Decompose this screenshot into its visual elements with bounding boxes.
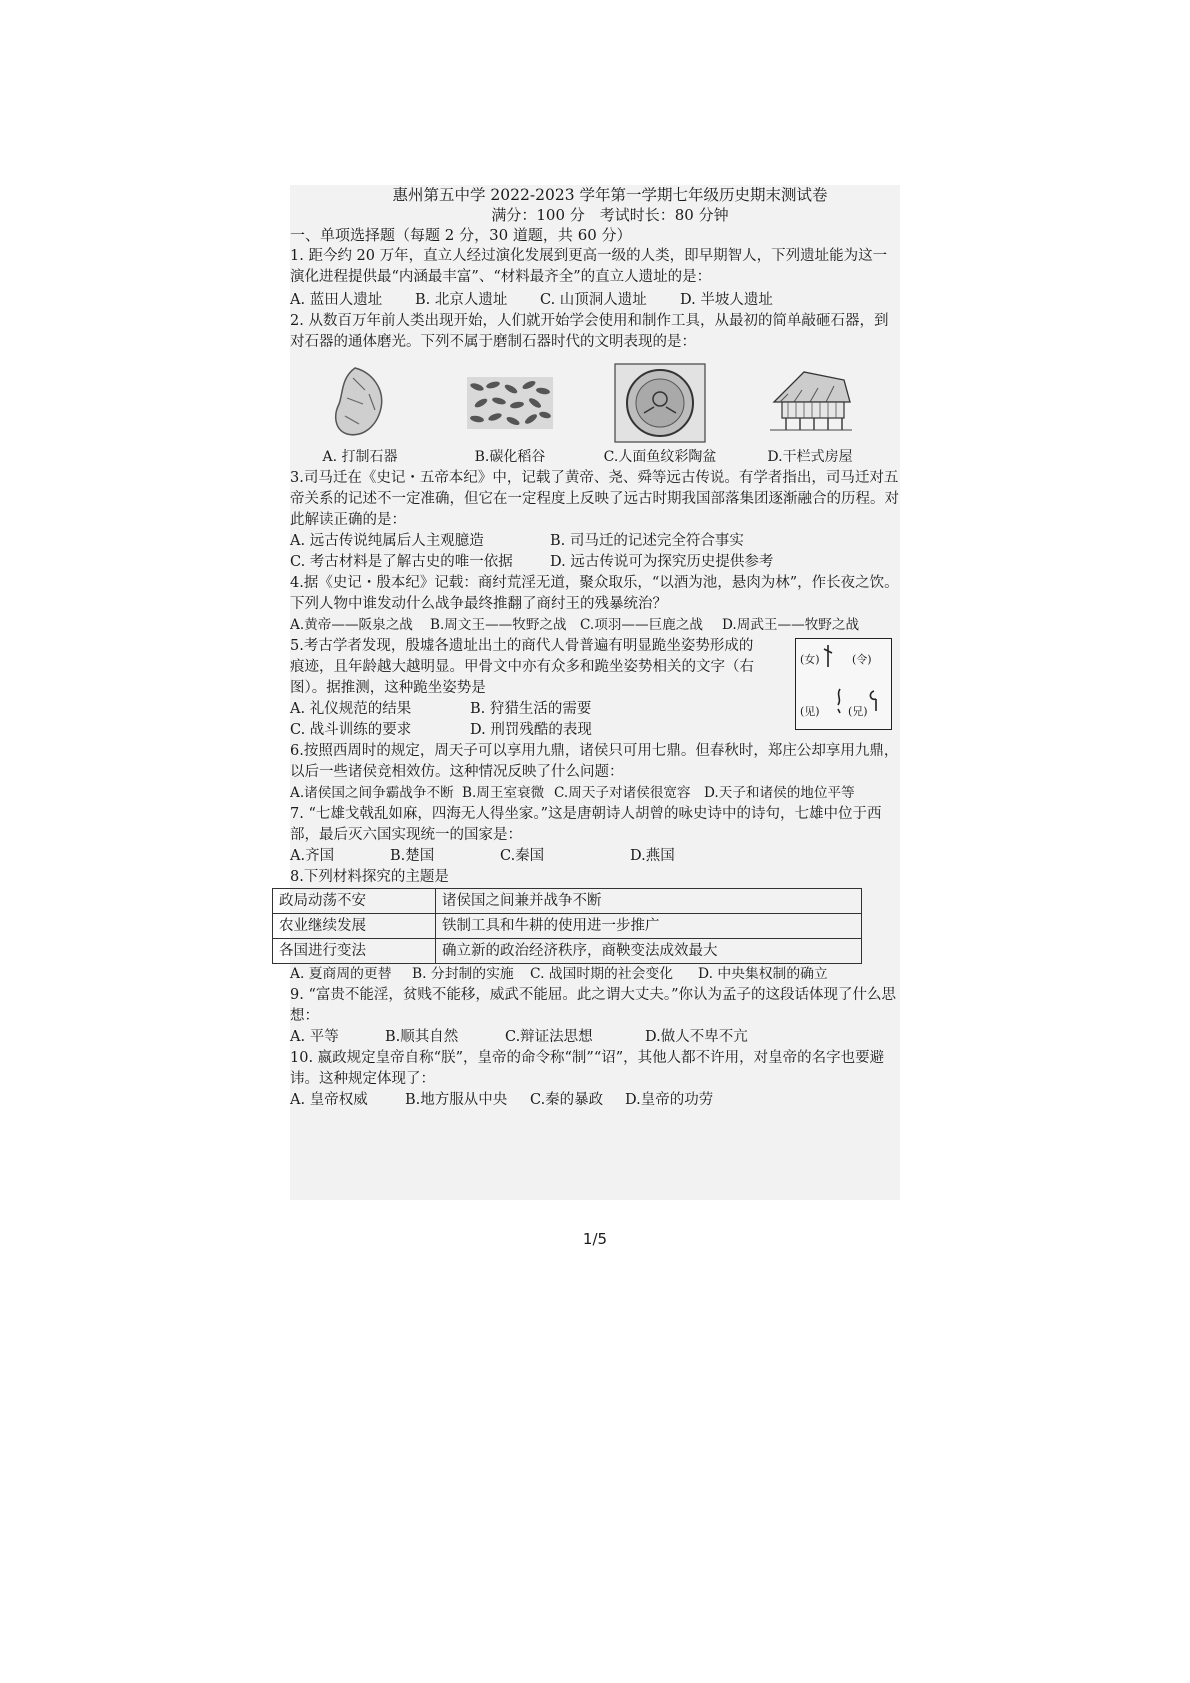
- question-5: [290, 636, 900, 741]
- question-8-table: [272, 888, 862, 964]
- question-6-option-c: C.周天子对诸侯很宽容: [554, 785, 691, 801]
- table-row: [273, 914, 862, 939]
- question-8-option-d: D. 中央集权制的确立: [698, 966, 828, 982]
- question-1-option-d: D. 半坡人遗址: [680, 292, 773, 308]
- oracle-bone-figure: [795, 638, 892, 730]
- question-8-option-b: B. 分封制的实施: [412, 966, 514, 982]
- question-6-option-b: B.周王室衰微: [462, 785, 545, 801]
- question-5-stem: 5.考古学者发现，殷墟各遗址出土的商代人骨普遍有明显跪坐姿势形成的痕迹，且年龄越大越明显。甲骨文中亦有众多和跪坐姿势相关的文字（右图）。据推测，这种跪坐姿势是: [290, 638, 754, 696]
- picture-d-caption: D.干栏式房屋: [767, 449, 853, 465]
- question-8-option-c: C. 战国时期的社会变化: [530, 966, 674, 982]
- oracle-label-jian: (见): [800, 705, 820, 718]
- table-cell: 农业继续发展: [273, 914, 436, 939]
- question-3-options: [290, 531, 900, 573]
- stilt-house-icon: [764, 366, 856, 440]
- question-7-option-d: D.燕国: [630, 848, 675, 864]
- chipped-stone-tool-icon: [325, 364, 395, 442]
- question-9-stem: 9. “富贵不能淫，贫贱不能移，威武不能屈。此之谓大丈夫。”你认为孟子的这段话体现了什么思想：: [290, 987, 897, 1024]
- table-cell: 政局动荡不安: [273, 889, 436, 914]
- question-4-option-d: D.周武王——牧野之战: [722, 617, 860, 633]
- exam-subtitle: 满分：100 分 考试时长：80 分钟: [491, 206, 729, 224]
- question-5-option-a: A. 礼仪规范的结果: [290, 701, 412, 717]
- section-heading: 一、单项选择题（每题 2 分，30 道题，共 60 分）: [290, 226, 632, 244]
- picture-a-caption: A. 打制石器: [322, 449, 398, 465]
- question-10-option-c: C.秦的暴政: [530, 1092, 604, 1108]
- question-1-option-a: A. 蓝田人遗址: [290, 292, 383, 308]
- table-cell: 各国进行变法: [273, 939, 436, 964]
- picture-c-caption: C.人面鱼纹彩陶盆: [603, 449, 717, 465]
- oracle-glyphs-icon: [796, 639, 891, 729]
- question-1-stem: 1. 距今约 20 万年，直立人经过演化发展到更高一级的人类，即早期智人，下列遗址能为这一演化进程提供最“内涵最丰富”、“材料最齐全”的直立人遗址的是：: [290, 248, 888, 285]
- question-8-option-a: A. 夏商周的更替: [290, 966, 392, 982]
- question-3-option-c: C. 考古材料是了解古史的唯一依据: [290, 554, 513, 570]
- picture-a: [300, 363, 420, 468]
- question-3-stem: 3.司马迁在《史记・五帝本纪》中，记载了黄帝、尧、舜等远古传说。有学者指出，司马迁对五帝关系的记述不一定准确，但它在一定程度上反映了远古时期我国部落集团逐渐融合的历程。对此解读正确的是：: [290, 470, 899, 528]
- question-1-options: [290, 290, 900, 311]
- question-4-option-c: C.项羽——巨鹿之战: [580, 617, 703, 633]
- oracle-label-ling: (令): [852, 653, 872, 666]
- table-cell: 诸侯国之间兼并战争不断: [436, 889, 862, 914]
- question-7-option-b: B.楚国: [390, 848, 435, 864]
- question-10-stem: 10. 嬴政规定皇帝自称“朕”，皇帝的命令称“制”“诏”，其他人都不许用，对皇帝的名字也要避讳。这种规定体现了：: [290, 1050, 885, 1087]
- question-2-pictures: [300, 363, 870, 468]
- question-5-option-b: B. 狩猎生活的需要: [470, 701, 592, 717]
- question-4-option-b: B.周文王——牧野之战: [430, 617, 567, 633]
- table-row: [273, 939, 862, 964]
- question-9-option-b: B.顺其自然: [385, 1029, 459, 1045]
- question-10-option-a: A. 皇帝权威: [290, 1092, 368, 1108]
- question-9-option-d: D.做人不卑不亢: [645, 1029, 748, 1045]
- question-6-option-d: D.天子和诸侯的地位平等: [704, 785, 855, 801]
- oracle-label-xiong: (兄): [848, 705, 868, 718]
- question-1-option-c: C. 山顶洞人遗址: [540, 292, 647, 308]
- picture-d: [750, 363, 870, 468]
- question-10-option-b: B.地方服从中央: [405, 1092, 508, 1108]
- exam-title: 惠州第五中学 2022-2023 学年第一学期七年级历史期末测试卷: [392, 186, 828, 204]
- question-3-option-b: B. 司马迁的记述完全符合事实: [550, 533, 744, 549]
- table-cell: 铁制工具和牛耕的使用进一步推广: [436, 914, 862, 939]
- question-3-option-d: D. 远古传说可为探究历史提供参考: [550, 554, 774, 570]
- question-6-option-a: A.诸侯国之间争霸战争不断: [290, 785, 454, 801]
- question-2-stem: 2. 从数百万年前人类出现开始，人们就开始学会使用和制作工具，从最初的简单敲砸石器，到对石器的通体磨光。下列不属于磨制石器时代的文明表现的是：: [290, 313, 889, 350]
- question-10-option-d: D.皇帝的功劳: [625, 1092, 714, 1108]
- table-row: [273, 889, 862, 914]
- question-9-option-a: A. 平等: [290, 1029, 339, 1045]
- page-number: 1/5: [582, 1230, 608, 1248]
- question-4-options: [290, 615, 900, 636]
- question-7-option-c: C.秦国: [500, 848, 545, 864]
- question-7-stem: 7. “七雄戈戟乱如麻，四海无人得坐家。”这是唐朝诗人胡曾的咏史诗中的诗句，七雄中位于西部，最后灭六国实现统一的国家是：: [290, 806, 882, 843]
- painted-pottery-basin-icon: [614, 363, 706, 443]
- exam-content: [279, 185, 900, 1111]
- picture-b: [450, 363, 570, 468]
- question-7-option-a: A.齐国: [290, 848, 335, 864]
- question-10-options: [290, 1090, 900, 1111]
- table-cell: 确立新的政治经济秩序，商鞅变法成效最大: [436, 939, 862, 964]
- question-3-option-a: A. 远古传说纯属后人主观臆造: [290, 533, 484, 549]
- picture-c: [600, 363, 720, 468]
- question-7-options: [290, 846, 900, 867]
- question-8-stem: 8.下列材料探究的主题是: [290, 869, 449, 885]
- question-5-option-d: D. 刑罚残酷的表现: [470, 722, 592, 738]
- question-5-option-c: C. 战斗训练的要求: [290, 722, 412, 738]
- question-4-option-a: A.黄帝——阪泉之战: [290, 617, 413, 633]
- carbonized-rice-icon: [465, 373, 555, 433]
- oracle-label-nv: (女): [800, 653, 820, 666]
- question-1-option-b: B. 北京人遗址: [415, 292, 508, 308]
- question-6-options: [290, 783, 900, 804]
- picture-b-caption: B.碳化稻谷: [474, 449, 546, 465]
- question-6-stem: 6.按照西周时的规定，周天子可以享用九鼎，诸侯只可用七鼎。但春秋时，郑庄公却享用九鼎，以后一些诸侯竞相效仿。这种情况反映了什么问题：: [290, 743, 899, 780]
- question-4-stem: 4.据《史记・殷本纪》记载：商纣荒淫无道，聚众取乐，“以酒为池，悬肉为林”，作长夜之饮。下列人物中谁发动什么战争最终推翻了商纣王的残暴统治？: [290, 575, 899, 612]
- question-9-option-c: C.辩证法思想: [505, 1029, 593, 1045]
- question-9-options: [290, 1027, 900, 1048]
- question-8-options: [290, 964, 900, 985]
